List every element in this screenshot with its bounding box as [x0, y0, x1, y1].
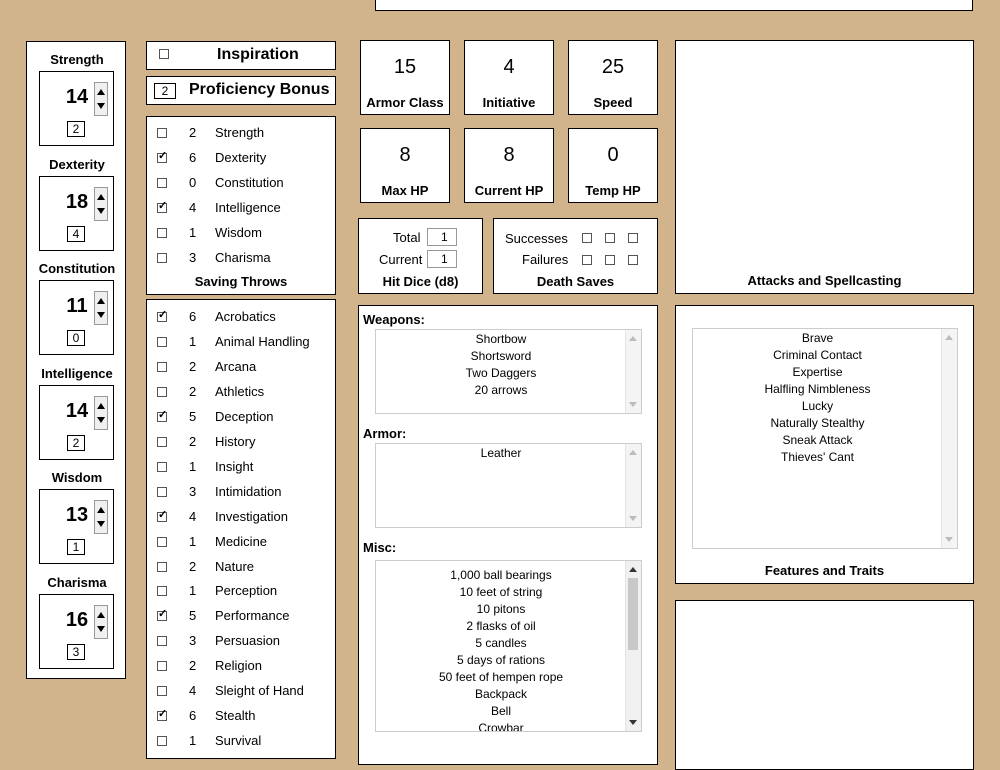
- scroll-down-icon[interactable]: [629, 516, 637, 521]
- skill-proficiency-checkbox[interactable]: [157, 736, 167, 746]
- ability-score[interactable]: 18: [65, 190, 89, 213]
- ability-name-constitution: Constitution: [38, 261, 116, 277]
- ability-name-intelligence: Intelligence: [41, 365, 113, 381]
- speed-box: [568, 40, 658, 115]
- current-hp-label: Current HP: [474, 183, 544, 198]
- saving-throw-label: Intelligence: [215, 200, 281, 215]
- max-hp-value[interactable]: 8: [399, 144, 411, 166]
- saving-throw-label: Wisdom: [215, 225, 262, 240]
- text-line: Two Daggers: [465, 366, 537, 380]
- saving-throw-value: 3: [189, 250, 197, 265]
- scroll-thumb[interactable]: [628, 578, 638, 650]
- skill-proficiency-checkbox[interactable]: [157, 462, 167, 472]
- skill-proficiency-checkbox[interactable]: [157, 337, 167, 347]
- character-info-strip: [375, 0, 973, 11]
- text-line: Thieves' Cant: [781, 450, 854, 464]
- text-line: Halfling Nimbleness: [764, 382, 871, 396]
- text-line: Leather: [480, 446, 522, 460]
- score-spinner[interactable]: [94, 291, 108, 325]
- ability-box-dexterity: [39, 176, 114, 251]
- skill-proficiency-checkbox[interactable]: [157, 711, 167, 721]
- spin-down-icon[interactable]: [97, 417, 105, 423]
- success-checkbox-2[interactable]: [605, 233, 615, 243]
- skill-value: 4: [189, 508, 197, 524]
- inspiration-checkbox[interactable]: [159, 49, 169, 59]
- skill-label: Insight: [215, 458, 254, 474]
- skill-proficiency-checkbox[interactable]: [157, 611, 167, 621]
- features-scrollbar[interactable]: [941, 329, 957, 548]
- skill-proficiency-checkbox[interactable]: [157, 512, 167, 522]
- saving-throw-value: 6: [189, 150, 197, 165]
- spin-down-icon[interactable]: [97, 208, 105, 214]
- saving-throw-label: Strength: [215, 125, 265, 140]
- ability-name-dexterity: Dexterity: [49, 156, 105, 172]
- ability-name-strength: Strength: [50, 52, 104, 67]
- saving-throw-value: 4: [189, 200, 197, 215]
- skill-label: Survival: [215, 733, 262, 749]
- skill-value: 1: [189, 733, 197, 749]
- scroll-up-icon[interactable]: [629, 450, 637, 455]
- text-line: 20 arrows: [474, 383, 528, 397]
- weapons-textarea[interactable]: [375, 329, 642, 414]
- text-line: Brave: [801, 331, 834, 345]
- text-line: Criminal Contact: [773, 348, 862, 362]
- scroll-down-icon[interactable]: [629, 720, 637, 725]
- skill-proficiency-checkbox[interactable]: [157, 387, 167, 397]
- skill-proficiency-checkbox[interactable]: [157, 562, 167, 572]
- attacks-title: Attacks and Spellcasting: [747, 273, 902, 288]
- saving-throw-value: 2: [189, 125, 197, 140]
- saving-throw-checkbox[interactable]: [157, 128, 167, 138]
- ability-score[interactable]: 13: [65, 504, 89, 527]
- weapons-label: Weapons:: [363, 312, 425, 327]
- text-line: 2 flasks of oil: [466, 619, 536, 633]
- saving-throw-checkbox[interactable]: [157, 178, 167, 188]
- max-hp-label: Max HP: [381, 183, 429, 198]
- skill-proficiency-checkbox[interactable]: [157, 686, 167, 696]
- armor-textarea[interactable]: [375, 443, 642, 528]
- speed-value[interactable]: 25: [601, 56, 625, 78]
- scroll-up-icon[interactable]: [945, 335, 953, 340]
- skill-proficiency-checkbox[interactable]: [157, 537, 167, 547]
- failure-checkbox-1[interactable]: [582, 255, 592, 265]
- text-line: 50 feet of hempen rope: [438, 670, 564, 684]
- saving-throw-label: Dexterity: [215, 150, 267, 165]
- hit-dice-total-input[interactable]: 1: [427, 228, 457, 246]
- armor-class-label: Armor Class: [366, 95, 444, 110]
- proficiency-bonus-label: Proficiency Bonus: [189, 81, 330, 98]
- text-line: 10 feet of string: [459, 585, 543, 599]
- temp-hp-box: [568, 128, 658, 203]
- score-spinner[interactable]: [94, 82, 108, 116]
- armor-label: Armor:: [363, 426, 407, 441]
- skill-value: 2: [189, 358, 197, 374]
- text-line: Sneak Attack: [782, 433, 853, 447]
- temp-hp-value[interactable]: 0: [607, 144, 619, 166]
- skill-value: 3: [189, 633, 197, 649]
- skill-proficiency-checkbox[interactable]: [157, 661, 167, 671]
- skill-label: Stealth: [215, 708, 256, 724]
- skill-value: 3: [189, 483, 197, 499]
- text-line: 10 pitons: [476, 602, 526, 616]
- text-line: Shortsword: [470, 349, 532, 363]
- scroll-down-icon[interactable]: [629, 402, 637, 407]
- features-panel: [675, 305, 974, 584]
- hit-dice-title: Hit Dice (d8): [382, 274, 459, 289]
- inspiration-box: [146, 41, 336, 70]
- ability-box-charisma: [39, 594, 114, 669]
- skill-value: 2: [189, 433, 197, 449]
- ability-modifier: 4: [67, 226, 85, 242]
- success-checkbox-1[interactable]: [582, 233, 592, 243]
- skill-label: History: [215, 433, 256, 449]
- skill-proficiency-checkbox[interactable]: [157, 487, 167, 497]
- skill-label: Medicine: [215, 533, 268, 549]
- spin-down-icon[interactable]: [97, 521, 105, 527]
- skill-label: Religion: [215, 658, 262, 674]
- attacks-panel[interactable]: [675, 40, 974, 294]
- ability-scores-panel: [26, 41, 126, 679]
- spin-up-icon[interactable]: [97, 298, 105, 304]
- saving-throw-value: 0: [189, 175, 197, 190]
- misc-scrollbar[interactable]: [625, 561, 641, 731]
- saving-throw-checkbox[interactable]: [157, 203, 167, 213]
- hit-dice-total-label: Total: [393, 230, 421, 245]
- text-line: 5 candles: [475, 636, 527, 650]
- saving-throws-panel: [146, 116, 336, 295]
- success-checkbox-3[interactable]: [628, 233, 638, 243]
- scroll-down-icon[interactable]: [945, 537, 953, 542]
- skill-value: 1: [189, 583, 197, 599]
- proficiency-bonus-value[interactable]: 2: [154, 83, 176, 99]
- ability-modifier: 0: [67, 330, 85, 346]
- skill-label: Investigation: [215, 508, 288, 524]
- hit-dice-current-label: Current: [379, 252, 423, 267]
- ability-modifier: 2: [67, 121, 85, 137]
- skill-value: 1: [189, 458, 197, 474]
- skill-label: Persuasion: [215, 633, 281, 649]
- skill-proficiency-checkbox[interactable]: [157, 312, 167, 322]
- skill-proficiency-checkbox[interactable]: [157, 636, 167, 646]
- initiative-value[interactable]: 4: [503, 56, 515, 78]
- death-saves-successes-label: Successes: [505, 231, 568, 246]
- ability-name-charisma: Charisma: [47, 575, 107, 590]
- skills-panel: [146, 299, 336, 759]
- armor-scrollbar[interactable]: [625, 444, 641, 527]
- text-line: Backpack: [474, 687, 528, 701]
- skill-proficiency-checkbox[interactable]: [157, 362, 167, 372]
- skill-label: Deception: [215, 408, 274, 424]
- text-line: 1,000 ball bearings: [450, 568, 552, 582]
- skill-value: 5: [189, 408, 197, 424]
- current-hp-box: [464, 128, 554, 203]
- text-lines: [376, 445, 626, 462]
- spin-up-icon[interactable]: [97, 403, 105, 409]
- text-line: Expertise: [792, 365, 843, 379]
- spin-down-icon[interactable]: [97, 312, 105, 318]
- skill-value: 2: [189, 383, 197, 399]
- spin-up-icon[interactable]: [97, 507, 105, 513]
- text-line: Naturally Stealthy: [770, 416, 865, 430]
- spin-up-icon[interactable]: [97, 194, 105, 200]
- equipment-panel: [358, 305, 658, 765]
- skill-label: Acrobatics: [215, 309, 276, 324]
- initiative-box: [464, 40, 554, 115]
- text-lines: [693, 330, 942, 466]
- inspiration-label: Inspiration: [217, 46, 299, 63]
- ability-score[interactable]: 14: [65, 399, 89, 422]
- features-textarea[interactable]: [692, 328, 958, 549]
- text-lines: [376, 331, 626, 399]
- max-hp-box: [360, 128, 450, 203]
- skill-label: Athletics: [215, 383, 265, 399]
- death-saves-failures-label: Failures: [522, 252, 569, 267]
- armor-class-box: [360, 40, 450, 115]
- skill-proficiency-checkbox[interactable]: [157, 412, 167, 422]
- saving-throw-checkbox[interactable]: [157, 228, 167, 238]
- text-line: 5 days of rations: [456, 653, 546, 667]
- skill-proficiency-checkbox[interactable]: [157, 586, 167, 596]
- hit-dice-box: [358, 218, 483, 294]
- other-proficiencies-panel[interactable]: [675, 600, 974, 770]
- spin-up-icon[interactable]: [97, 89, 105, 95]
- scroll-up-icon[interactable]: [629, 567, 637, 572]
- spin-down-icon[interactable]: [97, 626, 105, 632]
- hit-dice-current-input[interactable]: 1: [427, 250, 457, 268]
- failure-checkbox-3[interactable]: [628, 255, 638, 265]
- ability-box-strength: [39, 71, 114, 146]
- text-line: Lucky: [801, 399, 834, 413]
- skill-value: 1: [189, 333, 197, 349]
- skill-value: 2: [189, 558, 197, 574]
- weapons-scrollbar[interactable]: [625, 330, 641, 413]
- proficiency-bonus-box: [146, 76, 336, 105]
- skill-label: Intimidation: [215, 483, 282, 499]
- skill-proficiency-checkbox[interactable]: [157, 437, 167, 447]
- skill-label: Performance: [215, 608, 290, 624]
- ability-score[interactable]: 14: [65, 86, 89, 108]
- ability-name-wisdom: Wisdom: [51, 470, 103, 486]
- ability-modifier: 2: [67, 435, 85, 451]
- armor-class-value[interactable]: 15: [393, 56, 417, 78]
- death-saves-box: [493, 218, 658, 294]
- misc-label: Misc:: [363, 540, 397, 555]
- current-hp-value[interactable]: 8: [503, 144, 515, 166]
- score-spinner[interactable]: [94, 605, 108, 639]
- skill-value: 5: [189, 608, 197, 624]
- saving-throw-checkbox[interactable]: [157, 253, 167, 263]
- text-lines: [376, 567, 626, 732]
- saving-throw-label: Charisma: [215, 250, 271, 265]
- misc-textarea[interactable]: [375, 560, 642, 732]
- text-line: Bell: [490, 704, 511, 718]
- ability-modifier: 3: [67, 644, 85, 660]
- skill-value: 1: [189, 533, 197, 549]
- ability-score[interactable]: 11: [66, 295, 88, 318]
- speed-label: Speed: [593, 95, 633, 110]
- text-line: Shortbow: [475, 332, 527, 346]
- temp-hp-label: Temp HP: [585, 183, 641, 198]
- failure-checkbox-2[interactable]: [605, 255, 615, 265]
- skill-label: Animal Handling: [215, 333, 310, 349]
- skill-value: 2: [189, 658, 197, 674]
- ability-box-constitution: [39, 280, 114, 355]
- skill-label: Nature: [215, 558, 255, 574]
- skill-value: 4: [189, 683, 197, 699]
- death-saves-title: Death Saves: [536, 274, 615, 289]
- skill-value: 6: [189, 708, 197, 724]
- skill-label: Arcana: [215, 358, 257, 374]
- ability-modifier: 1: [67, 539, 85, 555]
- score-spinner[interactable]: [94, 396, 108, 430]
- ability-box-wisdom: [39, 489, 114, 564]
- score-spinner[interactable]: [94, 187, 108, 221]
- saving-throw-value: 1: [189, 225, 197, 240]
- saving-throws-title: Saving Throws: [194, 274, 288, 289]
- score-spinner[interactable]: [94, 500, 108, 534]
- features-title: Features and Traits: [764, 563, 885, 578]
- skill-label: Sleight of Hand: [215, 683, 304, 699]
- text-line: Crowbar: [478, 721, 524, 732]
- scroll-up-icon[interactable]: [629, 336, 637, 341]
- ability-score[interactable]: 16: [65, 609, 89, 631]
- initiative-label: Initiative: [482, 95, 536, 110]
- spin-up-icon[interactable]: [97, 612, 105, 618]
- skill-value: 6: [189, 309, 197, 324]
- ability-box-intelligence: [39, 385, 114, 460]
- saving-throw-checkbox[interactable]: [157, 153, 167, 163]
- spin-down-icon[interactable]: [97, 103, 105, 109]
- saving-throw-label: Constitution: [215, 175, 284, 190]
- skill-label: Perception: [215, 583, 278, 599]
